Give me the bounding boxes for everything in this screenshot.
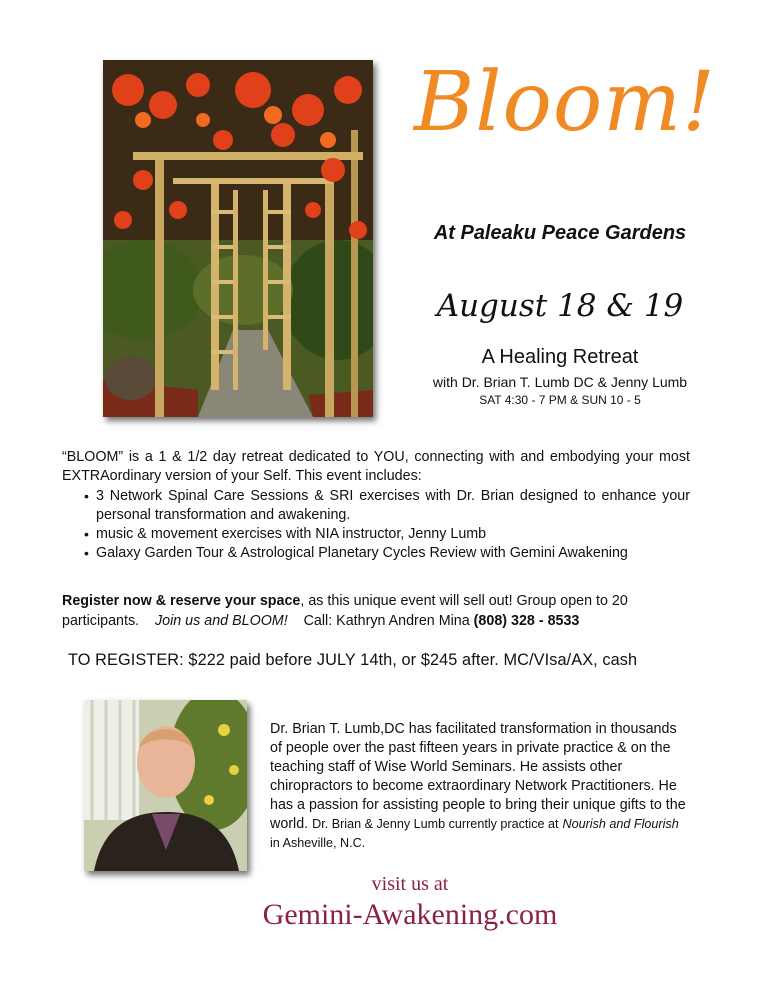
garden-photo [103,60,373,417]
list-item [62,525,690,544]
bullet-icon: • [84,526,89,542]
call-label: Call: Kathryn Andren Mina [303,613,470,629]
list-item [62,487,690,525]
event-schedule: SAT 4:30 - 7 PM & SUN 10 - 5 [479,393,641,407]
bio-text: has facilitated transformation in thousands of people over the past fifteen years in private practice & on the teaching staff of Wise World Seminars. He assists other chiropractors to become extraordinary Network Practitioners. He has a passion for assisting people to bring their unique gifts to the world. [270,721,686,832]
event-dates: August 18 & 19 [436,288,684,324]
list-item-text: music & movement exercises with NIA instructor, Jenny Lumb [96,526,487,542]
intro-paragraph: “BLOOM” is a 1 & 1/2 day retreat dedicated to YOU, connecting with and embodying your most EXTRAordinary version of your Self. This event includes: [62,449,690,484]
list-item [62,544,690,563]
garden-arbor-illustration [103,60,373,417]
event-title: Bloom! [414,55,716,150]
doctor-portrait [84,700,247,871]
portrait-illustration [84,700,247,871]
bio-small-text: Dr. Brian & Jenny Lumb currently practice at [312,817,559,831]
includes-list [62,487,690,563]
register-paragraph [62,591,692,631]
register-lead: Register now & reserve your space [62,593,301,609]
register-invite: Join us and BLOOM! [154,613,288,629]
practice-name: Nourish and Flourish [562,817,679,831]
price-line: TO REGISTER: $222 paid before JULY 14th, or $245 after. MC/VIsa/AX, cash [68,651,638,669]
event-hosts: with Dr. Brian T. Lumb DC & Jenny Lumb [432,374,688,390]
website-link[interactable]: Gemini-Awakening.com [262,898,558,931]
list-item-text: Galaxy Garden Tour & Astrological Planetary Cycles Review with Gemini Awakening [96,545,628,561]
visit-us-label: visit us at [371,873,449,895]
register-text: , as this unique event will sell out! Group open to 20 participants. [62,593,628,629]
phone-number: (808) 328 - 8533 [473,613,580,629]
bullet-icon: • [84,545,89,561]
bullet-icon: • [84,488,89,504]
venue-heading: At Paleaku Peace Gardens [433,222,687,244]
bio-name: Dr. Brian T. Lumb,DC [270,721,405,737]
practice-location: in Asheville, N.C. [270,836,366,850]
event-subtitle: A Healing Retreat [481,346,639,368]
doctor-bio [270,720,690,853]
list-item-text: 3 Network Spinal Care Sessions & SRI exercises with Dr. Brian designed to enhance your personal transformation and awakening. [96,488,690,523]
